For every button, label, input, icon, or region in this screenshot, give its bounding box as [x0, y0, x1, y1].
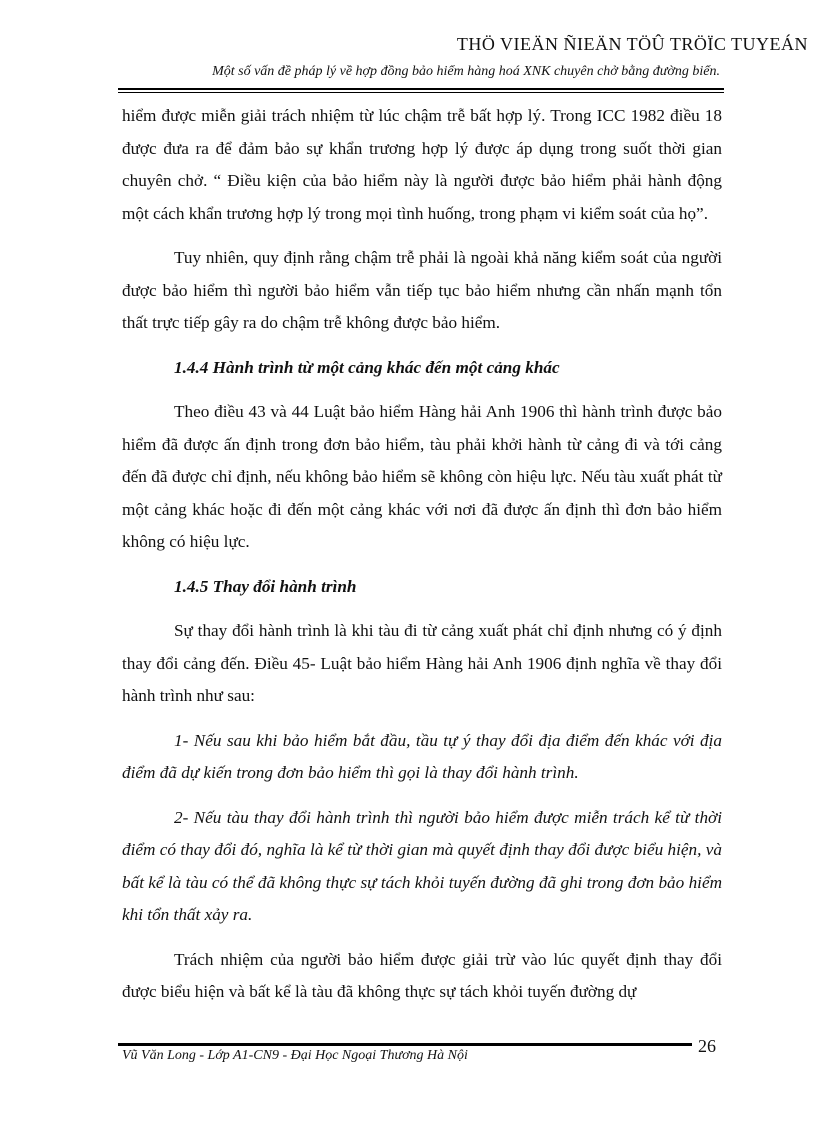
paragraph-continued: hiểm được miễn giải trách nhiệm từ lúc chậm trễ bất hợp lý. Trong ICC 1982 điều 18 được đưa ra để đảm bảo sự khẩn trương hợp lý được áp dụng trong suốt thời gian chuyên chở. “ Điều kiện của bảo hiểm này là người được bảo hiểm phải hành động một cách khẩn trương hợp lý trong mọi tình huống, trong phạm vi kiểm soát của họ”. [122, 106, 722, 223]
header-divider [118, 88, 724, 90]
page-body [122, 100, 722, 1021]
header-divider-thin [118, 92, 724, 93]
paragraph: Sự thay đổi hành trình là khi tàu đi từ cảng xuất phát chỉ định nhưng có ý định thay đổi cảng đến. Điều 45- Luật bảo hiểm Hàng hải Anh 1906 định nghĩa về thay đổi hành trình như sau: [122, 621, 722, 705]
paragraph: Tuy nhiên, quy định rằng chậm trễ phải là ngoài khả năng kiểm soát của người được bảo hiểm thì người bảo hiểm vẫn tiếp tục bảo hiểm nhưng cần nhấn mạnh tổn thất trực tiếp gây ra do chậm trễ không được bảo hiểm. [122, 248, 722, 332]
quoted-clause-1: 1- Nếu sau khi bảo hiểm bắt đầu, tầu tự ý thay đổi địa điểm đến khác với địa điểm đã dự kiến trong đơn bảo hiểm thì gọi là thay đổi hành trình. [122, 730, 722, 782]
running-header: Một số vấn đề pháp lý về hợp đồng bảo hiểm hàng hoá XNK chuyên chở bằng đường biển. [212, 64, 720, 79]
section-heading-1-4-4: 1.4.4 Hành trình từ một cảng khác đến một cảng khác [174, 357, 560, 377]
footer-author: Vũ Văn Long - Lớp A1-CN9 - Đại Học Ngoại Thương Hà Nội [122, 1048, 468, 1063]
page-number: 26 [698, 1036, 716, 1056]
paragraph: Trách nhiệm của người bảo hiểm được giải trừ vào lúc quyết định thay đổi được biểu hiện và bất kể là tàu đã không thực sự tách khỏi tuyến đường dự [122, 949, 722, 1001]
quoted-clause-2: 2- Nếu tàu thay đổi hành trình thì người bảo hiểm được miễn trách kể từ thời điểm có thay đổi đó, nghĩa là kể từ thời gian mà quyết định thay đổi được biểu hiện, và bất kể là tàu có thể đã không thực sự tách khỏi tuyến đường đã ghi trong đơn bảo hiểm khi tổn thất xảy ra. [122, 807, 722, 924]
watermark-text: THÖ VIEÄN ÑIEÄN TÖÛ TRÖÏC TUYEÁN [456, 34, 808, 54]
section-heading-1-4-5: 1.4.5 Thay đổi hành trình [174, 576, 357, 596]
paragraph: Theo điều 43 và 44 Luật bảo hiểm Hàng hải Anh 1906 thì hành trình được bảo hiểm đã được ấn định trong đơn bảo hiểm, tàu phải khởi hành từ cảng đi và tới cảng đến đã được chỉ định, nếu không bảo hiểm sẽ không còn hiệu lực. Nếu tàu xuất phát từ một cảng khác hoặc đi đến một cảng khác với nơi đã được ấn định thì đơn bảo hiểm không có hiệu lực. [122, 402, 722, 551]
footer-divider [118, 1043, 692, 1046]
